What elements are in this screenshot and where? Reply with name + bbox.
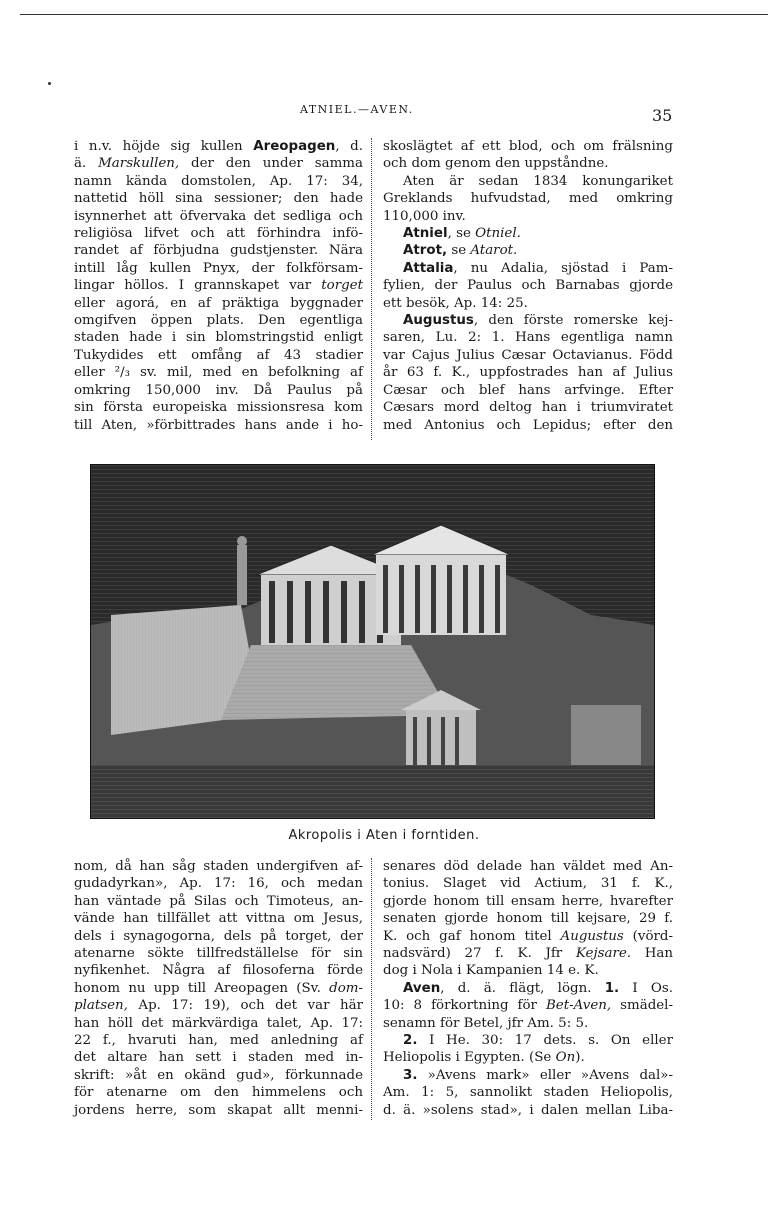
- text-line: [74, 997, 363, 1014]
- text-span: ).: [575, 1050, 585, 1066]
- text-line: [74, 277, 363, 294]
- text-span: i n.v. höjde sig kullen: [74, 139, 254, 154]
- text-span: och dom genom den uppståndne.: [383, 156, 609, 172]
- text-span: lingar höllos. I grannskapet var: [74, 278, 322, 294]
- text-line: [383, 1084, 673, 1101]
- text-span: sin första europeiska missionsresa kom: [74, 400, 363, 416]
- text-span: torget: [321, 278, 363, 294]
- text-line: [383, 155, 673, 172]
- text-line: [74, 962, 363, 979]
- text-span: vände han tillfället att vittna om Jesus,: [74, 911, 363, 927]
- text-span: 110,000 inv.: [383, 208, 466, 224]
- text-line: [383, 928, 673, 945]
- text-line: [74, 417, 363, 434]
- column-left-bottom: [74, 858, 363, 1119]
- text-span: atenarne sökte tillfredställelse för sin: [74, 946, 363, 962]
- text-span: eller ²/₃ sv. mil, med en befolkning af: [74, 365, 363, 381]
- text-line: [383, 858, 673, 875]
- column-right-bottom: [383, 858, 673, 1119]
- text-line: [383, 1032, 673, 1049]
- text-line: [383, 329, 673, 346]
- text-line: [74, 875, 363, 892]
- text-span: med Antonius och Lepidus; efter den: [383, 417, 673, 433]
- text-span: On: [555, 1050, 576, 1066]
- text-span: Aven: [403, 980, 441, 996]
- text-line: [383, 173, 673, 190]
- text-span: nattetid höll sina sessioner; den hade: [74, 191, 363, 207]
- text-span: skrift: »åt en okänd gud», förkunnade: [74, 1067, 363, 1083]
- column-right-top: [383, 138, 673, 434]
- text-line: [383, 997, 673, 1014]
- text-line: [74, 399, 363, 416]
- text-span: för atenarne om den himmelens och: [74, 1085, 363, 1101]
- text-line: [383, 347, 673, 364]
- text-line: [383, 1015, 673, 1032]
- text-span: K. och gaf honom titel: [383, 928, 561, 944]
- text-span: namn kända domstolen, Ap. 17: 34,: [74, 173, 363, 189]
- text-span: Cæsars mord deltog han i triumviratet: [383, 400, 673, 416]
- text-span: Attalia: [403, 260, 454, 276]
- text-span: år 63 f. K., uppfostrades han af Julius: [383, 365, 673, 381]
- text-line: [74, 1067, 363, 1084]
- text-line: [383, 190, 673, 207]
- text-span: fylien, der Paulus och Barnabas gjorde: [383, 278, 673, 294]
- text-line: [74, 173, 363, 190]
- text-line: [74, 928, 363, 945]
- text-span: Atarot.: [470, 243, 518, 259]
- text-line: [74, 295, 363, 312]
- text-line: [383, 1102, 673, 1119]
- text-line: [383, 138, 673, 155]
- column-divider-bottom: [371, 858, 372, 1120]
- text-span: Areopagen: [253, 139, 336, 154]
- text-line: [74, 1032, 363, 1049]
- text-line: [74, 1102, 363, 1119]
- text-line: [74, 242, 363, 259]
- text-line: [383, 277, 673, 294]
- text-line: [74, 910, 363, 927]
- text-span: ett besök, Ap. 14: 25.: [383, 295, 528, 311]
- text-span: senaten gjorde honom till kejsare, 29 f.: [383, 911, 673, 927]
- text-line: [74, 225, 363, 242]
- text-span: , se: [447, 226, 476, 242]
- text-span: senares död delade han väldet med An-: [383, 859, 673, 874]
- text-line: [383, 1049, 673, 1066]
- text-line: [74, 1049, 363, 1066]
- text-span: Am. 1: 5, sannolikt staden Heliopolis,: [383, 1085, 673, 1101]
- text-span: ä.: [74, 156, 99, 172]
- text-span: tonius. Slaget vid Actium, 31 f. K.,: [383, 876, 673, 892]
- text-line: [383, 399, 673, 416]
- text-span: honom nu upp till Areopagen (Sv.: [74, 980, 330, 996]
- text-span: 1.: [604, 980, 620, 996]
- text-line: [74, 329, 363, 346]
- text-span: intill låg kullen Pnyx, der folkförsam-: [74, 260, 363, 276]
- text-span: dog i Nola i Kampanien 14 e. K.: [383, 963, 599, 979]
- text-span: han väntade på Silas och Timoteus, an-: [74, 893, 363, 909]
- text-line: [383, 295, 673, 312]
- text-span: till Aten, »förbittrades hans ande i ho-: [74, 417, 363, 433]
- text-line: [383, 1067, 673, 1084]
- text-line: [383, 364, 673, 381]
- top-rule: [20, 14, 768, 15]
- text-line: [74, 260, 363, 277]
- parthenon-facade: [376, 555, 506, 635]
- text-line: [383, 962, 673, 979]
- text-line: [74, 138, 363, 155]
- running-head: ATNIEL.—AVEN.: [300, 103, 414, 116]
- text-span: religiösa lifvet och att förhindra infö-: [74, 226, 363, 242]
- text-span: , den förste romerske kej-: [473, 313, 673, 329]
- text-line: [74, 312, 363, 329]
- text-span: jordens herre, som skapat allt menni-: [74, 1102, 363, 1118]
- text-line: [383, 208, 673, 225]
- text-line: [74, 364, 363, 381]
- text-span: der den under samma: [179, 156, 363, 172]
- text-span: Greklands hufvudstad, med omkring: [383, 191, 673, 207]
- text-span: Kejsare.: [575, 946, 632, 962]
- text-span: senamn för Betel, jfr Am. 5: 5.: [383, 1015, 589, 1031]
- text-line: [74, 155, 363, 172]
- text-span: 3.: [403, 1067, 418, 1083]
- text-line: [383, 910, 673, 927]
- text-span: Marskullen,: [98, 156, 180, 172]
- text-span: Cæsar och blef hans arfvinge. Efter: [383, 382, 673, 398]
- text-span: d. ä. »solens stad», i dalen mellan Liba-: [383, 1102, 673, 1118]
- text-line: [74, 945, 363, 962]
- text-line: [74, 893, 363, 910]
- text-span: Atniel: [403, 226, 448, 242]
- text-span: platsen,: [74, 998, 128, 1014]
- acropolis-engraving: [90, 464, 655, 819]
- column-divider-top: [371, 138, 372, 440]
- text-line: [74, 190, 363, 207]
- text-span: Atrot,: [403, 243, 448, 259]
- text-line: [74, 347, 363, 364]
- text-span: Otniel.: [475, 226, 521, 242]
- text-line: [74, 858, 363, 875]
- text-span: gjorde honom till ensam herre, hvarefter: [383, 893, 673, 909]
- text-line: [383, 417, 673, 434]
- statue: [237, 545, 247, 605]
- text-span: , nu Adalia, sjöstad i Pam-: [453, 260, 673, 276]
- text-span: eller agorá, en af präktiga byggnader: [74, 295, 363, 311]
- text-span: , d.: [335, 139, 364, 154]
- text-line: [383, 980, 673, 997]
- text-line: [383, 242, 673, 259]
- text-span: Heliopolis i Egypten. (Se: [383, 1050, 556, 1066]
- text-line: [383, 260, 673, 277]
- text-span: nom, då han såg staden undergifven af-: [74, 859, 363, 874]
- text-span: 10: 8 förkortning för: [383, 998, 546, 1014]
- stray-mark: [48, 82, 51, 85]
- column-left-top: [74, 138, 363, 434]
- text-line: [74, 1084, 363, 1101]
- text-span: 22 f., hvaruti han, med anledning af: [74, 1033, 363, 1049]
- text-line: [383, 312, 673, 329]
- text-span: Ap. 17: 19), och det var här: [127, 998, 363, 1014]
- text-span: , d. ä. flägt, lögn.: [440, 980, 605, 996]
- text-span: saren, Lu. 2: 1. Hans egentliga namn: [383, 330, 673, 346]
- text-span: »Avens mark» eller »Avens dal»-: [417, 1067, 673, 1083]
- text-span: Tukydides ett omfång af 43 stadier: [74, 347, 363, 363]
- text-span: isynnerhet att öfvervaka det sedliga och: [74, 208, 363, 224]
- text-line: [383, 893, 673, 910]
- text-span: det altare han sett i staden med in-: [74, 1050, 363, 1066]
- text-span: han höll det märkvärdiga talet, Ap. 17:: [74, 1015, 363, 1031]
- text-span: se: [447, 243, 471, 259]
- text-span: dels i synagogorna, dels på torget, der: [74, 928, 363, 944]
- text-line: [383, 225, 673, 242]
- text-span: omkring 150,000 inv. Då Paulus på: [74, 382, 363, 398]
- text-span: Aten är sedan 1834 konungariket: [403, 173, 673, 189]
- text-line: [383, 945, 673, 962]
- text-span: var Cajus Julius Cæsar Octavianus. Född: [383, 347, 673, 363]
- text-span: omgifven öppen plats. Den egentliga: [74, 313, 363, 329]
- text-span: dom-: [329, 980, 363, 996]
- text-span: nadsvärd) 27 f. K. Jfr: [383, 946, 576, 962]
- text-line: [74, 1015, 363, 1032]
- text-span: gudadyrkan», Ap. 17: 16, och medan: [74, 876, 363, 892]
- text-line: [383, 382, 673, 399]
- text-span: Bet-Aven,: [545, 998, 612, 1014]
- text-span: staden hade i sin blomstringstid enligt: [74, 330, 363, 346]
- text-line: [74, 382, 363, 399]
- text-span: Augustus: [560, 928, 624, 944]
- text-line: [74, 208, 363, 225]
- figure-caption: Akropolis i Aten i forntiden.: [288, 828, 480, 843]
- text-line: [74, 980, 363, 997]
- text-span: I Os.: [619, 980, 673, 996]
- text-span: (vörd-: [623, 928, 673, 944]
- text-line: [383, 875, 673, 892]
- text-span: Augustus: [403, 313, 474, 329]
- text-span: randet af förbjudna gudstjenster. Nära: [74, 243, 363, 259]
- text-span: 2.: [403, 1033, 418, 1049]
- text-span: nyfikenhet. Några af filosoferna förde: [74, 963, 363, 979]
- text-span: I He. 30: 17 dets. s. On eller: [417, 1033, 673, 1049]
- text-span: smädel-: [611, 998, 673, 1014]
- text-span: Han: [631, 946, 673, 962]
- page-number: 35: [652, 106, 673, 125]
- text-span: skoslägtet af ett blod, och om frälsning: [383, 139, 673, 154]
